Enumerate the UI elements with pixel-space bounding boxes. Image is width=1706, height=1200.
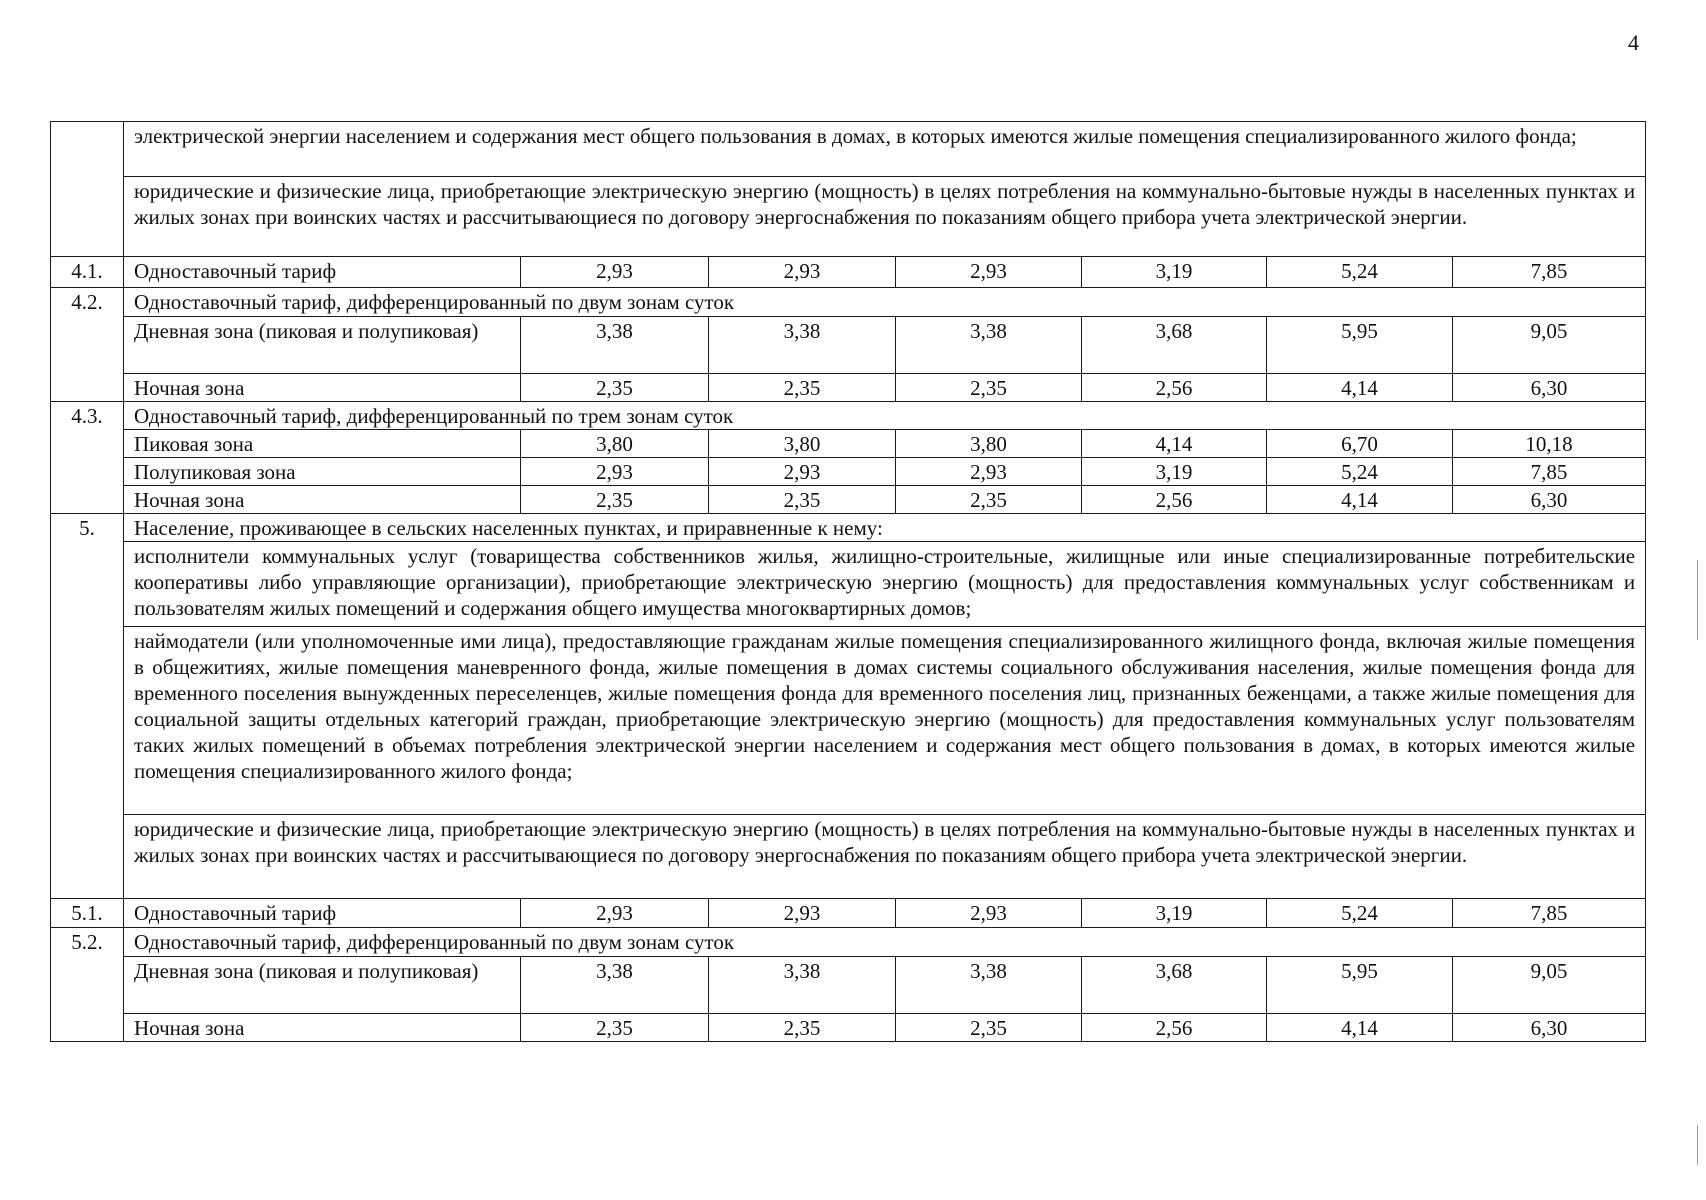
row-number: 5. — [51, 514, 124, 899]
row-number: 4.2. — [51, 288, 124, 402]
tariff-value: 2,35 — [896, 374, 1082, 402]
section-label: Одноставочный тариф, дифференцированный по двум зонам суток — [124, 288, 1646, 317]
tariff-value: 9,05 — [1453, 957, 1646, 1014]
tariff-value: 2,93 — [896, 899, 1082, 928]
tariff-value: 3,38 — [709, 957, 896, 1014]
tariff-value: 5,95 — [1267, 317, 1453, 374]
tariff-value: 3,68 — [1082, 957, 1267, 1014]
table-row — [51, 288, 1646, 317]
table-row — [51, 177, 1646, 257]
table-row — [51, 317, 1646, 374]
tariff-label: Дневная зона (пиковая и полупиковая) — [124, 317, 521, 374]
row-number: 4.3. — [51, 402, 124, 514]
tariff-value: 7,85 — [1453, 458, 1646, 486]
tariff-value: 10,18 — [1453, 430, 1646, 458]
tariff-value: 4,14 — [1267, 374, 1453, 402]
category-description: юридические и физические лица, приобретающие электрическую энергию (мощность) в целях потребления на коммунально-бытовые нужды в населенных пунктах и жилых зонах при воинских частях и рассчитывающиеся по договору энергоснабжения по показаниям общего прибора учета электрической энергии. — [124, 815, 1646, 899]
tariff-value: 2,35 — [521, 486, 709, 514]
category-description: юридические и физические лица, приобретающие электрическую энергию (мощность) в целях потребления на коммунально-бытовые нужды в населенных пунктах и жилых зонах при воинских частях и рассчитывающиеся по договору энергоснабжения по показаниям общего прибора учета электрической энергии. — [124, 177, 1646, 257]
table-row — [51, 899, 1646, 928]
table-row — [51, 1014, 1646, 1042]
scan-artifact — [1697, 1125, 1698, 1165]
table-row — [51, 627, 1646, 815]
category-description: электрической энергии населением и содержания мест общего пользования в домах, в которых имеются жилые помещения специализированного жилого фонда; — [124, 122, 1646, 177]
tariff-label: Ночная зона — [124, 486, 521, 514]
tariff-value: 3,68 — [1082, 317, 1267, 374]
table-row — [51, 374, 1646, 402]
row-number: 5.1. — [51, 899, 124, 928]
page-number: 4 — [1628, 30, 1639, 55]
tariff-value: 2,93 — [896, 257, 1082, 288]
tariff-value: 3,80 — [709, 430, 896, 458]
tariff-value: 3,38 — [709, 317, 896, 374]
row-number: 5.2. — [51, 928, 124, 1042]
tariff-value: 2,93 — [709, 899, 896, 928]
table-row — [51, 514, 1646, 542]
tariff-value: 3,19 — [1082, 257, 1267, 288]
tariff-label: Дневная зона (пиковая и полупиковая) — [124, 957, 521, 1014]
tariff-value: 2,56 — [1082, 1014, 1267, 1042]
tariff-label: Ночная зона — [124, 1014, 521, 1042]
tariff-value: 7,85 — [1453, 899, 1646, 928]
tariff-value: 4,14 — [1082, 430, 1267, 458]
tariff-value: 3,80 — [896, 430, 1082, 458]
tariff-value: 3,38 — [521, 317, 709, 374]
tariff-value: 5,95 — [1267, 957, 1453, 1014]
section-label: Одноставочный тариф, дифференцированный по двум зонам суток — [124, 928, 1646, 957]
tariff-value: 3,19 — [1082, 458, 1267, 486]
tariff-value: 2,93 — [896, 458, 1082, 486]
table-row — [51, 257, 1646, 288]
tariff-value: 3,38 — [896, 957, 1082, 1014]
tariff-value: 3,19 — [1082, 899, 1267, 928]
tariff-value: 2,35 — [521, 1014, 709, 1042]
row-number: 4.1. — [51, 257, 124, 288]
table-row — [51, 815, 1646, 899]
tariff-value: 2,93 — [521, 458, 709, 486]
tariff-label: Полупиковая зона — [124, 458, 521, 486]
tariff-value: 4,14 — [1267, 486, 1453, 514]
table-row — [51, 957, 1646, 1014]
tariff-value: 2,93 — [709, 458, 896, 486]
tariff-value: 7,85 — [1453, 257, 1646, 288]
tariff-value: 2,93 — [521, 899, 709, 928]
tariff-label: Ночная зона — [124, 374, 521, 402]
table-row — [51, 542, 1646, 627]
tariff-value: 9,05 — [1453, 317, 1646, 374]
tariff-label: Пиковая зона — [124, 430, 521, 458]
tariff-value: 4,14 — [1267, 1014, 1453, 1042]
tariff-value: 6,30 — [1453, 486, 1646, 514]
tariff-value: 2,35 — [709, 486, 896, 514]
tariff-value: 2,35 — [521, 374, 709, 402]
tariff-value: 6,30 — [1453, 374, 1646, 402]
tariff-label: Одноставочный тариф — [124, 899, 521, 928]
tariff-value: 6,70 — [1267, 430, 1453, 458]
tariff-table — [50, 121, 1646, 1042]
tariff-value: 2,35 — [709, 374, 896, 402]
tariff-value: 3,80 — [521, 430, 709, 458]
table-row — [51, 430, 1646, 458]
tariff-value: 2,56 — [1082, 486, 1267, 514]
row-number — [51, 122, 124, 257]
category-description: исполнители коммунальных услуг (товарищества собственников жилья, жилищно-строительные, жилищные или иные специализированные потребительские кооперативы либо управляющие организации), приобретающие электрическую энергию (мощность) для предоставления коммунальных услуг собственникам и пользователям жилых помещений и содержания общего имущества многоквартирных домов; — [124, 542, 1646, 627]
tariff-value: 3,38 — [896, 317, 1082, 374]
tariff-value: 2,93 — [521, 257, 709, 288]
table-row — [51, 928, 1646, 957]
table-row — [51, 122, 1646, 177]
tariff-value: 2,56 — [1082, 374, 1267, 402]
tariff-value: 2,35 — [896, 1014, 1082, 1042]
tariff-value: 5,24 — [1267, 899, 1453, 928]
table-row — [51, 486, 1646, 514]
category-title: Население, проживающее в сельских населенных пунктах, и приравненные к нему: — [124, 514, 1646, 542]
table-row — [51, 458, 1646, 486]
tariff-value: 2,93 — [709, 257, 896, 288]
tariff-value: 6,30 — [1453, 1014, 1646, 1042]
tariff-value: 2,35 — [709, 1014, 896, 1042]
tariff-value: 3,38 — [521, 957, 709, 1014]
tariff-value: 5,24 — [1267, 257, 1453, 288]
tariff-value: 5,24 — [1267, 458, 1453, 486]
tariff-value: 2,35 — [896, 486, 1082, 514]
category-description: наймодатели (или уполномоченные ими лица), предоставляющие гражданам жилые помещения специализированного жилищного фонда, включая жилые помещения в общежитиях, жилые помещения маневренного фонда, жилые помещения в домах системы социального обслуживания населения, жилые помещения фонда для временного поселения вынужденных переселенцев, жилые помещения фонда для временного поселения лиц, признанных беженцами, а также жилые помещения для социальной защиты отдельных категорий граждан, приобретающие электрическую энергию (мощность) для предоставления коммунальных услуг пользователям таких жилых помещений в объемах потребления электрической энергии населением и содержания мест общего пользования в домах, в которых имеются жилые помещения специализированного жилого фонда; — [124, 627, 1646, 815]
scan-artifact — [1697, 560, 1698, 640]
tariff-label: Одноставочный тариф — [124, 257, 521, 288]
section-label: Одноставочный тариф, дифференцированный по трем зонам суток — [124, 402, 1646, 430]
table-row — [51, 402, 1646, 430]
